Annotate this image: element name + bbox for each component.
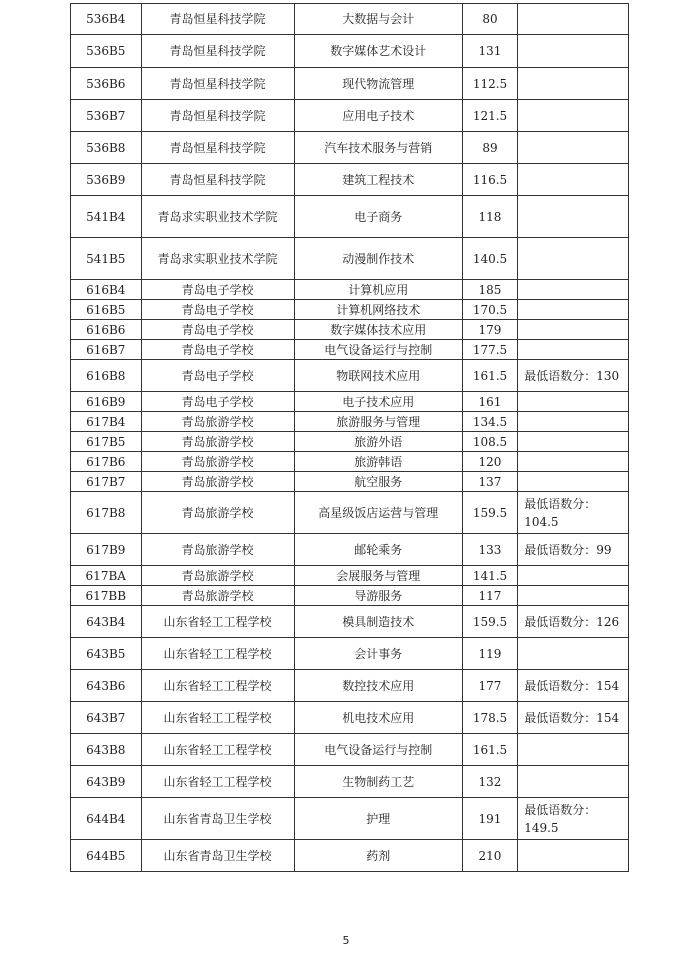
code-cell: 536B8: [71, 132, 142, 164]
note-cell: [518, 586, 629, 606]
note-cell: [518, 566, 629, 586]
note-cell: [518, 300, 629, 320]
major-cell: 动漫制作技术: [294, 238, 462, 280]
school-cell: 青岛恒星科技学院: [141, 100, 294, 132]
note-cell: 最低语数分：99: [518, 534, 629, 566]
note-cell: [518, 638, 629, 670]
note-cell: [518, 320, 629, 340]
table-row: [71, 566, 629, 586]
score-cell: 80: [462, 4, 517, 35]
school-cell: 青岛旅游学校: [141, 566, 294, 586]
score-cell: 178.5: [462, 702, 517, 734]
code-cell: 617B4: [71, 412, 142, 432]
table-row: [71, 840, 629, 872]
major-cell: 电气设备运行与控制: [294, 734, 462, 766]
school-cell: 山东省轻工工程学校: [141, 766, 294, 798]
table-body: [71, 4, 629, 872]
code-cell: 643B6: [71, 670, 142, 702]
score-cell: 117: [462, 586, 517, 606]
table-row: [71, 164, 629, 196]
major-cell: 物联网技术应用: [294, 360, 462, 392]
score-cell: 134.5: [462, 412, 517, 432]
major-cell: 建筑工程技术: [294, 164, 462, 196]
note-cell: [518, 132, 629, 164]
major-cell: 机电技术应用: [294, 702, 462, 734]
major-cell: 数控技术应用: [294, 670, 462, 702]
admission-score-table: [70, 3, 629, 872]
major-cell: 导游服务: [294, 586, 462, 606]
code-cell: 643B4: [71, 606, 142, 638]
major-cell: 计算机应用: [294, 280, 462, 300]
school-cell: 青岛求实职业技术学院: [141, 238, 294, 280]
school-cell: 青岛旅游学校: [141, 586, 294, 606]
code-cell: 644B4: [71, 798, 142, 840]
major-cell: 汽车技术服务与营销: [294, 132, 462, 164]
major-cell: 航空服务: [294, 472, 462, 492]
code-cell: 643B7: [71, 702, 142, 734]
table-row: [71, 432, 629, 452]
score-cell: 140.5: [462, 238, 517, 280]
score-cell: 161.5: [462, 734, 517, 766]
note-cell: 最低语数分：154: [518, 670, 629, 702]
note-cell: 最低语数分：154: [518, 702, 629, 734]
table-row: [71, 340, 629, 360]
code-cell: 541B4: [71, 196, 142, 238]
table-row: [71, 606, 629, 638]
code-cell: 541B5: [71, 238, 142, 280]
major-cell: 高星级饭店运营与管理: [294, 492, 462, 534]
note-cell: [518, 452, 629, 472]
major-cell: 应用电子技术: [294, 100, 462, 132]
school-cell: 青岛恒星科技学院: [141, 164, 294, 196]
note-cell: [518, 196, 629, 238]
note-cell: [518, 68, 629, 100]
major-cell: 电子技术应用: [294, 392, 462, 412]
page-number: 5: [342, 934, 350, 947]
major-cell: 会展服务与管理: [294, 566, 462, 586]
score-cell: 177: [462, 670, 517, 702]
score-cell: 210: [462, 840, 517, 872]
code-cell: 617BB: [71, 586, 142, 606]
note-cell: 最低语数分：104.5: [518, 492, 629, 534]
school-cell: 青岛电子学校: [141, 392, 294, 412]
table-row: [71, 132, 629, 164]
note-cell: [518, 432, 629, 452]
score-cell: 116.5: [462, 164, 517, 196]
major-cell: 旅游韩语: [294, 452, 462, 472]
school-cell: 山东省青岛卫生学校: [141, 840, 294, 872]
code-cell: 536B5: [71, 35, 142, 68]
score-cell: 119: [462, 638, 517, 670]
score-cell: 161.5: [462, 360, 517, 392]
major-cell: 会计事务: [294, 638, 462, 670]
note-cell: 最低语数分：130: [518, 360, 629, 392]
school-cell: 青岛恒星科技学院: [141, 68, 294, 100]
note-cell: [518, 100, 629, 132]
major-cell: 数字媒体艺术设计: [294, 35, 462, 68]
school-cell: 山东省轻工工程学校: [141, 606, 294, 638]
table-row: [71, 702, 629, 734]
major-cell: 邮轮乘务: [294, 534, 462, 566]
score-cell: 120: [462, 452, 517, 472]
code-cell: 536B6: [71, 68, 142, 100]
table-row: [71, 392, 629, 412]
school-cell: 青岛恒星科技学院: [141, 132, 294, 164]
code-cell: 617B8: [71, 492, 142, 534]
school-cell: 山东省轻工工程学校: [141, 670, 294, 702]
major-cell: 电子商务: [294, 196, 462, 238]
school-cell: 山东省青岛卫生学校: [141, 798, 294, 840]
table-row: [71, 196, 629, 238]
table-row: [71, 300, 629, 320]
code-cell: 616B7: [71, 340, 142, 360]
major-cell: 电气设备运行与控制: [294, 340, 462, 360]
note-cell: [518, 4, 629, 35]
school-cell: 青岛求实职业技术学院: [141, 196, 294, 238]
score-cell: 177.5: [462, 340, 517, 360]
code-cell: 536B9: [71, 164, 142, 196]
school-cell: 青岛电子学校: [141, 300, 294, 320]
score-cell: 137: [462, 472, 517, 492]
major-cell: 计算机网络技术: [294, 300, 462, 320]
major-cell: 药剂: [294, 840, 462, 872]
table-row: [71, 412, 629, 432]
school-cell: 青岛恒星科技学院: [141, 4, 294, 35]
score-cell: 118: [462, 196, 517, 238]
score-cell: 112.5: [462, 68, 517, 100]
code-cell: 643B8: [71, 734, 142, 766]
note-cell: [518, 238, 629, 280]
score-cell: 121.5: [462, 100, 517, 132]
note-cell: [518, 164, 629, 196]
table-row: [71, 35, 629, 68]
code-cell: 617BA: [71, 566, 142, 586]
code-cell: 643B9: [71, 766, 142, 798]
score-cell: 133: [462, 534, 517, 566]
code-cell: 536B7: [71, 100, 142, 132]
table-row: [71, 492, 629, 534]
code-cell: 644B5: [71, 840, 142, 872]
score-cell: 108.5: [462, 432, 517, 452]
score-cell: 159.5: [462, 492, 517, 534]
major-cell: 模具制造技术: [294, 606, 462, 638]
table-row: [71, 670, 629, 702]
table-row: [71, 238, 629, 280]
school-cell: 青岛恒星科技学院: [141, 35, 294, 68]
score-cell: 191: [462, 798, 517, 840]
school-cell: 青岛旅游学校: [141, 492, 294, 534]
note-cell: [518, 766, 629, 798]
table-row: [71, 766, 629, 798]
table-row: [71, 4, 629, 35]
table-row: [71, 534, 629, 566]
code-cell: 643B5: [71, 638, 142, 670]
major-cell: 旅游外语: [294, 432, 462, 452]
note-cell: [518, 840, 629, 872]
school-cell: 青岛旅游学校: [141, 432, 294, 452]
note-cell: [518, 412, 629, 432]
code-cell: 536B4: [71, 4, 142, 35]
major-cell: 大数据与会计: [294, 4, 462, 35]
note-cell: [518, 472, 629, 492]
table-row: [71, 734, 629, 766]
note-cell: 最低语数分：126: [518, 606, 629, 638]
school-cell: 青岛旅游学校: [141, 452, 294, 472]
table-row: [71, 68, 629, 100]
school-cell: 山东省轻工工程学校: [141, 734, 294, 766]
score-cell: 132: [462, 766, 517, 798]
score-cell: 179: [462, 320, 517, 340]
score-cell: 159.5: [462, 606, 517, 638]
table-row: [71, 586, 629, 606]
school-cell: 青岛旅游学校: [141, 472, 294, 492]
code-cell: 617B6: [71, 452, 142, 472]
school-cell: 青岛电子学校: [141, 280, 294, 300]
school-cell: 青岛旅游学校: [141, 534, 294, 566]
code-cell: 617B7: [71, 472, 142, 492]
school-cell: 山东省轻工工程学校: [141, 638, 294, 670]
school-cell: 青岛电子学校: [141, 360, 294, 392]
score-cell: 131: [462, 35, 517, 68]
note-cell: [518, 340, 629, 360]
code-cell: 617B9: [71, 534, 142, 566]
table-row: [71, 280, 629, 300]
note-cell: [518, 280, 629, 300]
code-cell: 617B5: [71, 432, 142, 452]
table-row: [71, 320, 629, 340]
major-cell: 旅游服务与管理: [294, 412, 462, 432]
score-cell: 161: [462, 392, 517, 412]
note-cell: 最低语数分：149.5: [518, 798, 629, 840]
note-cell: [518, 734, 629, 766]
table-row: [71, 100, 629, 132]
major-cell: 生物制药工艺: [294, 766, 462, 798]
table-row: [71, 452, 629, 472]
code-cell: 616B8: [71, 360, 142, 392]
table-row: [71, 798, 629, 840]
school-cell: 山东省轻工工程学校: [141, 702, 294, 734]
code-cell: 616B6: [71, 320, 142, 340]
major-cell: 护理: [294, 798, 462, 840]
school-cell: 青岛电子学校: [141, 340, 294, 360]
major-cell: 现代物流管理: [294, 68, 462, 100]
table-row: [71, 472, 629, 492]
code-cell: 616B9: [71, 392, 142, 412]
code-cell: 616B4: [71, 280, 142, 300]
score-cell: 170.5: [462, 300, 517, 320]
school-cell: 青岛旅游学校: [141, 412, 294, 432]
table-row: [71, 360, 629, 392]
major-cell: 数字媒体技术应用: [294, 320, 462, 340]
table-row: [71, 638, 629, 670]
note-cell: [518, 35, 629, 68]
score-cell: 89: [462, 132, 517, 164]
note-cell: [518, 392, 629, 412]
score-cell: 185: [462, 280, 517, 300]
score-cell: 141.5: [462, 566, 517, 586]
code-cell: 616B5: [71, 300, 142, 320]
school-cell: 青岛电子学校: [141, 320, 294, 340]
